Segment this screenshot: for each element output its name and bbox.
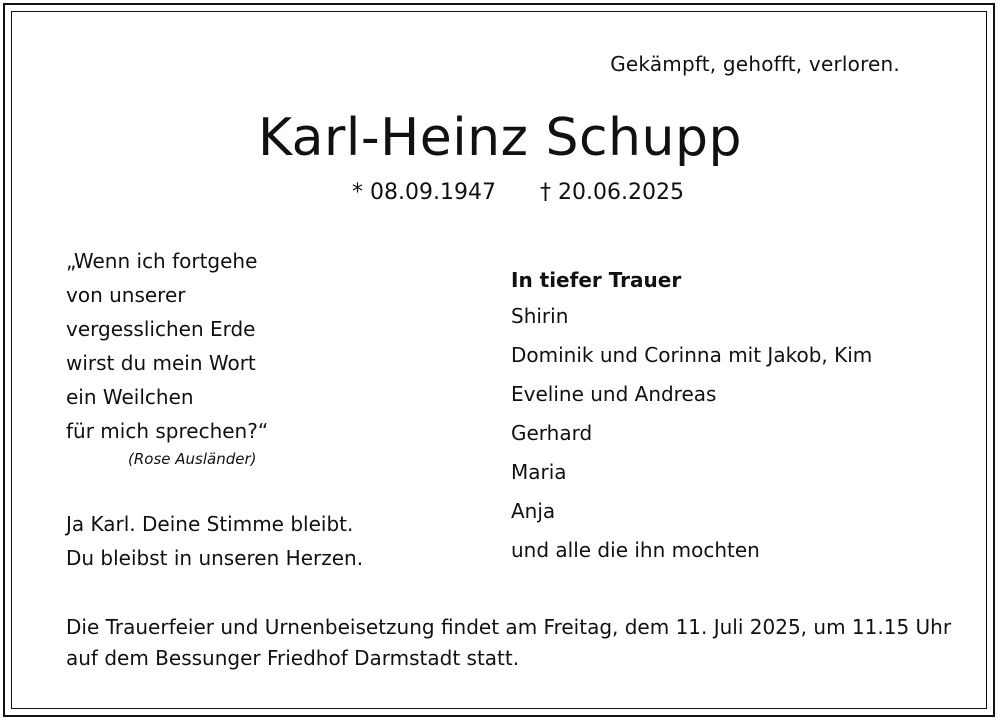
poem [66, 244, 268, 470]
funeral-info-line: Die Trauerfeier und Urnenbeisetzung findet am Freitag, dem 11. Juli 2025, um 11.15 Uhr [66, 615, 952, 639]
mourner-name: und alle die ihn mochten [511, 538, 760, 562]
mourner-name: Shirin [511, 304, 569, 328]
poem-line: für mich sprechen?“ [66, 419, 269, 443]
death-date: † 20.06.2025 [540, 180, 684, 205]
funeral-info [66, 612, 951, 674]
birth-date: * 08.09.1947 [352, 180, 496, 205]
mourner-name: Anja [511, 499, 556, 523]
poem-author: (Rose Ausländer) [128, 450, 257, 468]
mourner-name: Gerhard [511, 421, 593, 445]
poem-line: ein Weilchen [66, 385, 194, 409]
mourner-name: Maria [511, 460, 567, 484]
personal-message [66, 507, 363, 575]
mourners-list [511, 263, 872, 570]
funeral-info-line: auf dem Bessunger Friedhof Darmstadt statt. [66, 646, 520, 670]
mourner-name: Dominik und Corinna mit Jakob, Kim [511, 343, 873, 367]
deceased-name: Karl-Heinz Schupp [258, 108, 742, 168]
mourners-heading: In tiefer Trauer [511, 268, 682, 292]
poem-line: vergesslichen Erde [66, 317, 256, 341]
poem-line: wirst du mein Wort [66, 351, 256, 375]
personal-message-line: Du bleibst in unseren Herzen. [66, 546, 364, 570]
personal-message-line: Ja Karl. Deine Stimme bleibt. [66, 512, 354, 536]
poem-line: von unserer [66, 283, 186, 307]
poem-line: „Wenn ich fortgehe [66, 249, 258, 273]
motto: Gekämpft, gehofft, verloren. [610, 52, 900, 76]
mourner-name: Eveline und Andreas [511, 382, 717, 406]
